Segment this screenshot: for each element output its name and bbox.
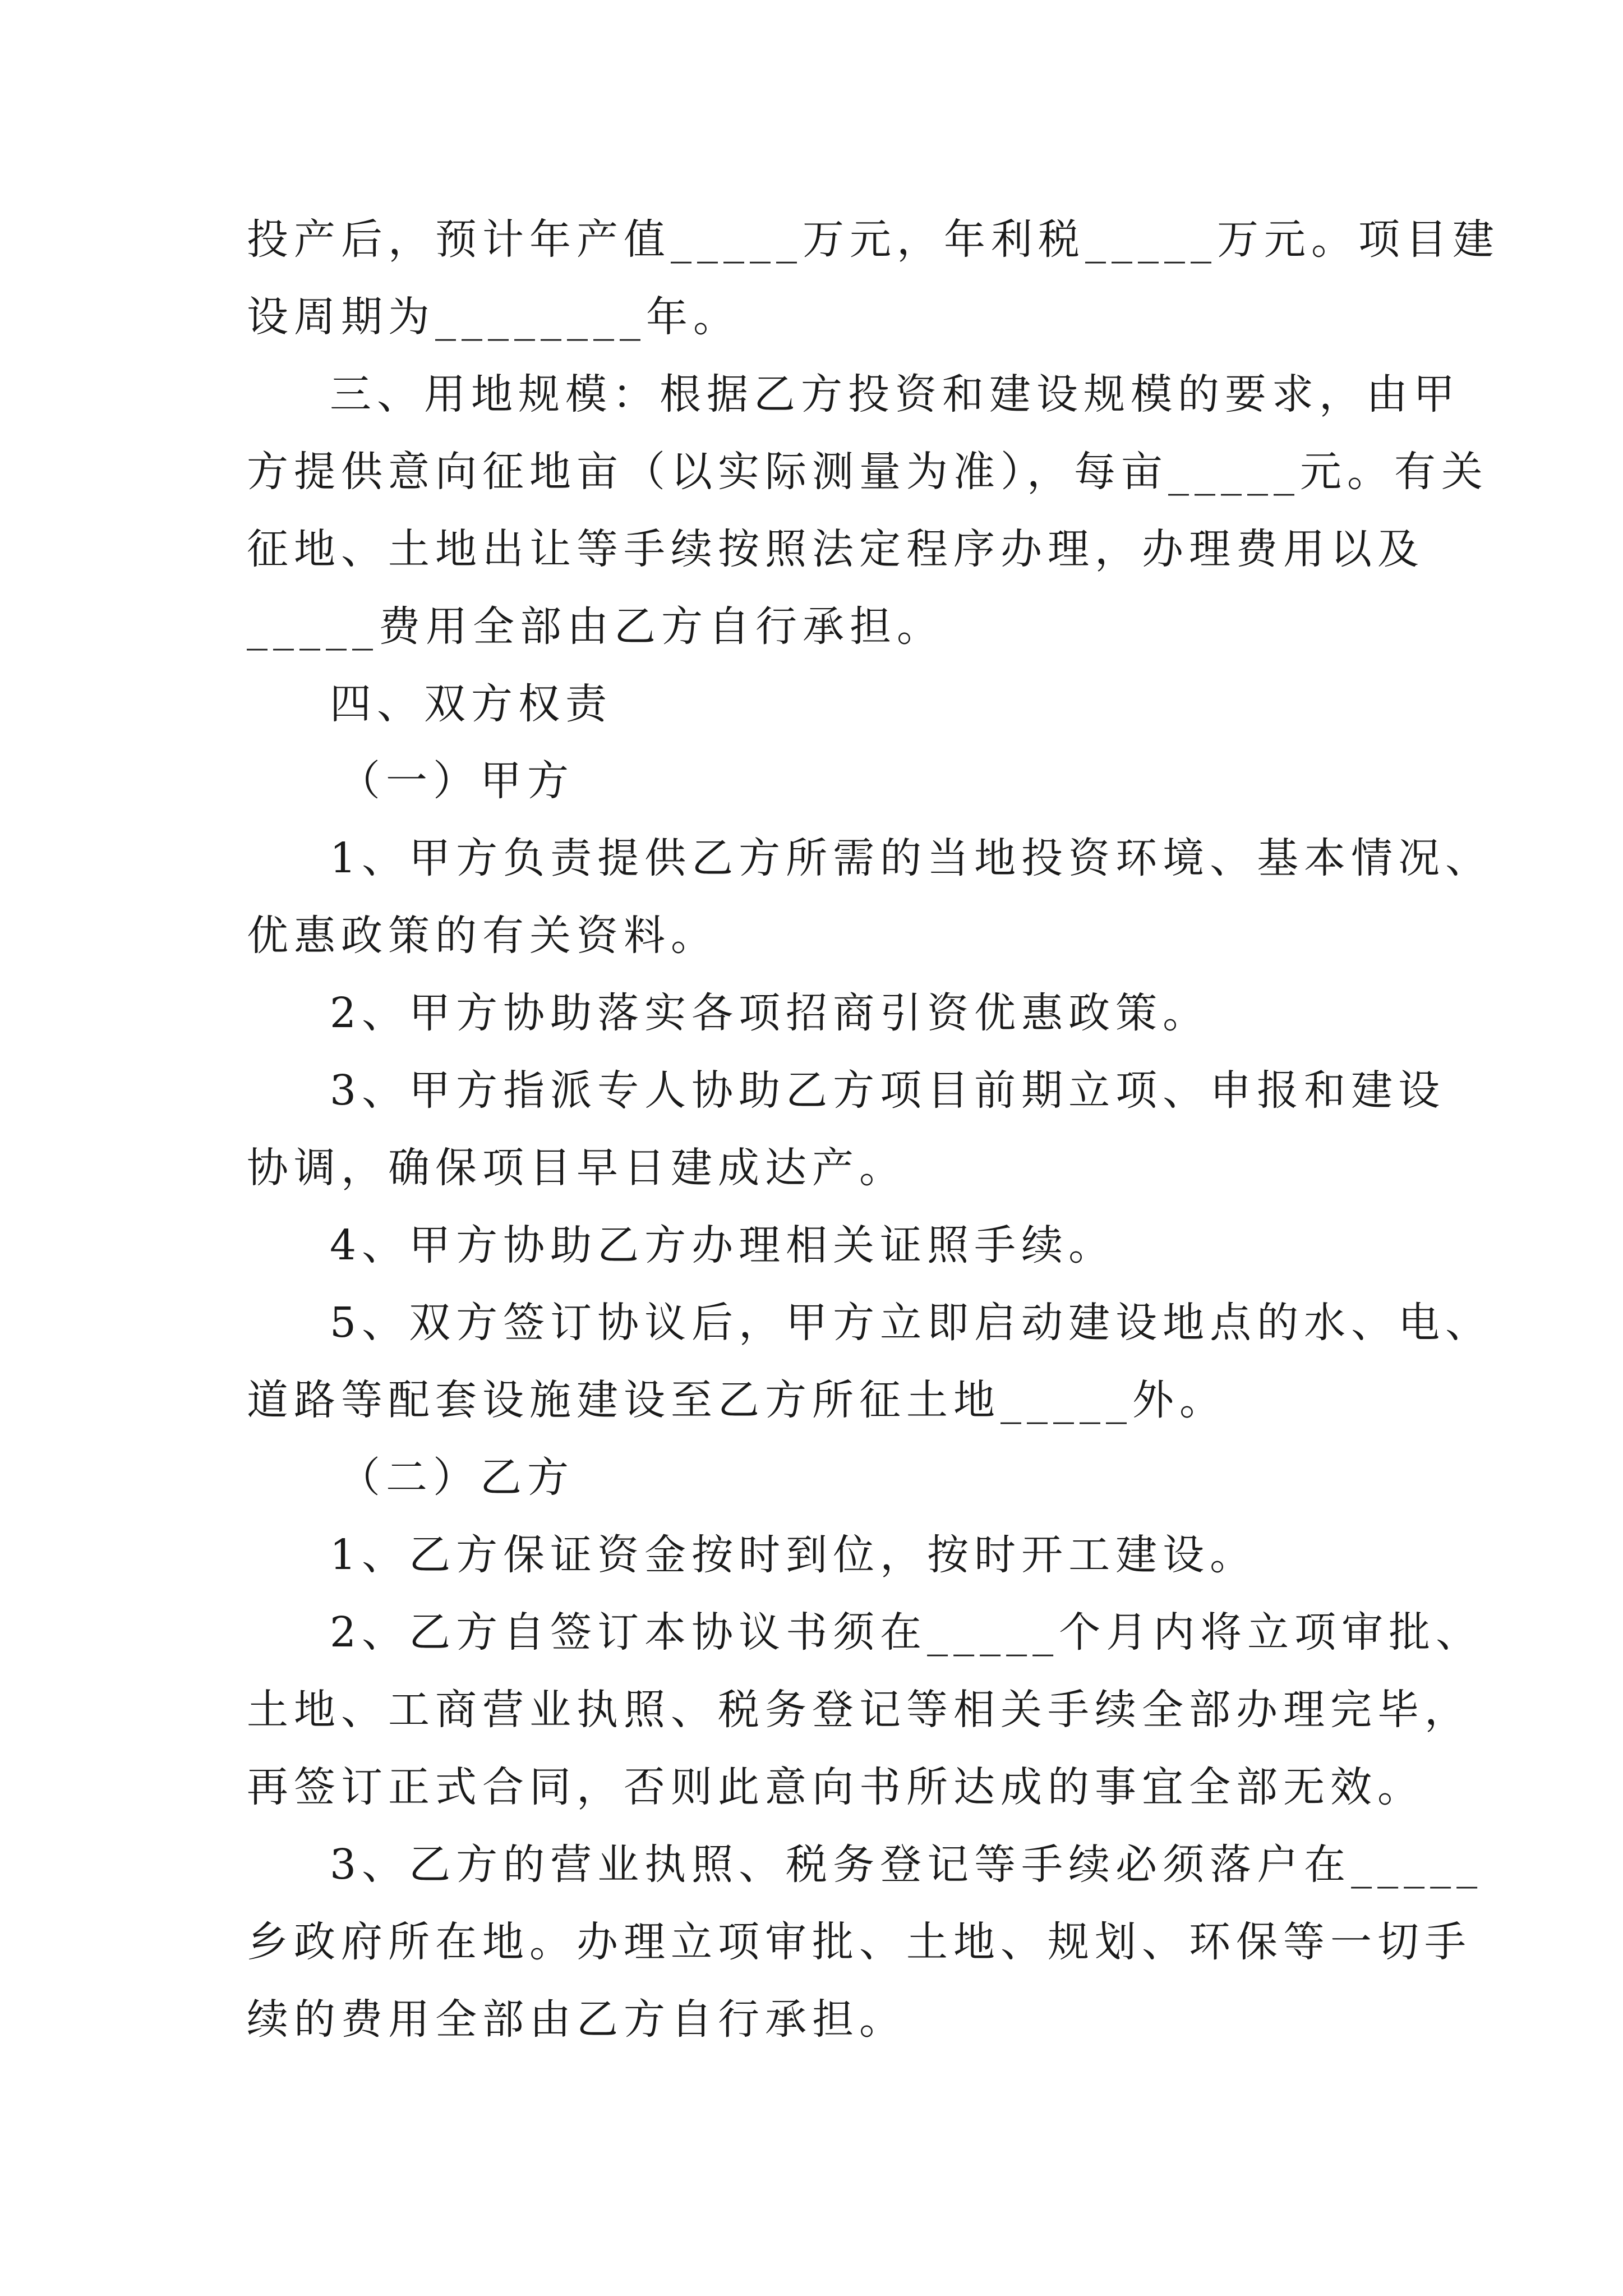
text-line: 道路等配套设施建设至乙方所征土地_____外。	[247, 1376, 1227, 1424]
text-line: 优惠政策的有关资料。	[247, 912, 718, 960]
text-line: 土地、工商营业执照、税务登记等相关手续全部办理完毕，	[247, 1686, 1472, 1734]
list-item-line: 4、甲方协助乙方办理相关证照手续。	[330, 1221, 1116, 1269]
list-item-line: 5、双方签订协议后，甲方立即启动建设地点的水、电、	[330, 1299, 1493, 1347]
text-line: 再签订正式合同，否则此意向书所达成的事宜全部无效。	[247, 1763, 1424, 1811]
party-a-heading: （一）甲方	[339, 757, 574, 805]
list-item-line: 1、乙方保证资金按时到位，按时开工建设。	[330, 1531, 1257, 1579]
list-item-line: 1、甲方负责提供乙方所需的当地投资环境、基本情况、	[330, 834, 1493, 882]
text-line: 设周期为________年。	[247, 293, 740, 341]
text-line: 乡政府所在地。办理立项审批、土地、规划、环保等一切手	[247, 1918, 1472, 1966]
text-line: _____费用全部由乙方自行承担。	[247, 602, 944, 651]
text-line: 续的费用全部由乙方自行承担。	[247, 1995, 906, 2044]
list-item-line: 2、甲方协助落实各项招商引资优惠政策。	[330, 989, 1210, 1037]
list-item-line: 3、乙方的营业执照、税务登记等手续必须落户在_____	[330, 1841, 1483, 1889]
list-item-line: 2、乙方自签订本协议书须在_____个月内将立项审批、	[330, 1608, 1483, 1657]
list-item-line: 3、甲方指派专人协助乙方项目前期立项、申报和建设	[330, 1066, 1446, 1115]
party-b-heading: （二）乙方	[339, 1453, 574, 1502]
text-line: 投产后，预计年产值_____万元，年利税_____万元。项目建	[247, 215, 1500, 264]
text-line: 征地、土地出让等手续按照法定程序办理，办理费用以及	[247, 525, 1424, 573]
text-line: 方提供意向征地亩（以实际测量为准），每亩_____元。有关	[247, 448, 1488, 496]
section-4-heading: 四、双方权责	[330, 680, 612, 728]
text-line: 协调，确保项目早日建成达产。	[247, 1144, 906, 1192]
section-3-heading-line: 三、用地规模：根据乙方投资和建设规模的要求，由甲	[330, 370, 1460, 418]
